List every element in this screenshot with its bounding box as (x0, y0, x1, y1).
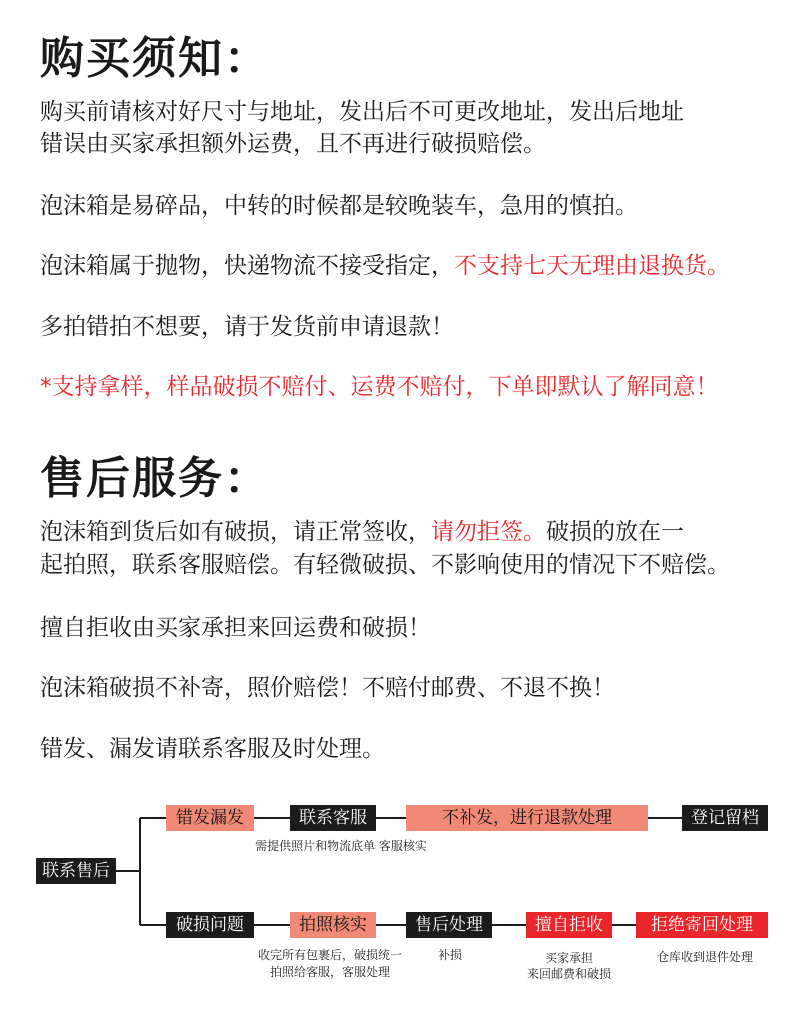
flow-row2-aftersale-process: 售后处理 (406, 912, 492, 938)
purchase-para-3 (40, 250, 800, 282)
purchase-para-3-highlight: 不支持七天无理由退换货。 (454, 253, 730, 279)
purchase-para-5-notice: *支持拿样，样品破损不赔付、运费不赔付，下单即默认了解同意！ (40, 374, 719, 400)
flow-row1-contact-service: 联系客服 (290, 805, 376, 831)
flow-row2-refuse-delivery: 擅自拒收 (526, 912, 612, 938)
aftersale-para-1-line-1 (40, 516, 800, 548)
flow-row2-note-photo-1: 收完所有包裹后，破损统一 (257, 948, 402, 962)
flow-row1-note: 需提供照片和物流底单 客服核实 (255, 839, 427, 853)
flow-row2-note-warehouse: 仓库收到退件处理 (656, 950, 753, 964)
aftersale-para-3: 泡沫箱破损不补寄，照价赔偿！不赔付邮费、不退不换！ (40, 675, 615, 701)
flow-row2-damage: 破损问题 (166, 912, 254, 938)
flow-row1-wrong-missing: 错发漏发 (166, 805, 254, 831)
aftersale-para-2: 擅自拒收由买家承担来回运费和破损！ (40, 615, 431, 641)
purchase-para-1-line-1: 购买前请核对好尺寸与地址，发出后不可更改地址，发出后地址 (40, 99, 684, 125)
purchase-heading: 购买须知： (40, 33, 270, 84)
flow-row2-note-buyer-2: 来回邮费和破损 (526, 967, 611, 981)
flow-row2-note-photo-2: 拍照给客服，客服处理 (269, 965, 390, 979)
flow-root-contact-aftersale: 联系售后 (36, 858, 116, 884)
purchase-para-3-normal: 泡沫箱属于抛物，快递物流不接受指定， (40, 253, 454, 279)
aftersale-para-1-normal: 泡沫箱到货后如有破损，请正常签收， (40, 519, 431, 545)
aftersale-heading: 售后服务： (40, 453, 270, 504)
aftersale-para-1-tail: 破损的放在一 (546, 519, 684, 545)
flow-row2-reject-return: 拒绝寄回处理 (636, 912, 768, 938)
flow-row2-note-buyer-1: 买家承担 (544, 951, 593, 965)
flow-row2-note-compensate: 补损 (437, 948, 462, 962)
purchase-para-4: 多拍错拍不想要，请于发货前申请退款！ (40, 314, 454, 340)
flow-row1-refund: 不补发，进行退款处理 (406, 805, 648, 831)
aftersale-para-1-highlight: 请勿拒签。 (431, 519, 546, 545)
aftersale-para-1-line-2: 起拍照，联系客服赔偿。有轻微破损、不影响使用的情况下不赔偿。 (40, 552, 730, 578)
purchase-para-2: 泡沫箱是易碎品，中转的时候都是较晚装车，急用的慎拍。 (40, 193, 638, 219)
aftersale-para-4: 错发、漏发请联系客服及时处理。 (40, 736, 385, 762)
purchase-para-1-line-2: 错误由买家承担额外运费，且不再进行破损赔偿。 (40, 131, 546, 157)
flow-row2-photo-verify: 拍照核实 (290, 912, 376, 938)
flow-row1-register: 登记留档 (682, 805, 768, 831)
